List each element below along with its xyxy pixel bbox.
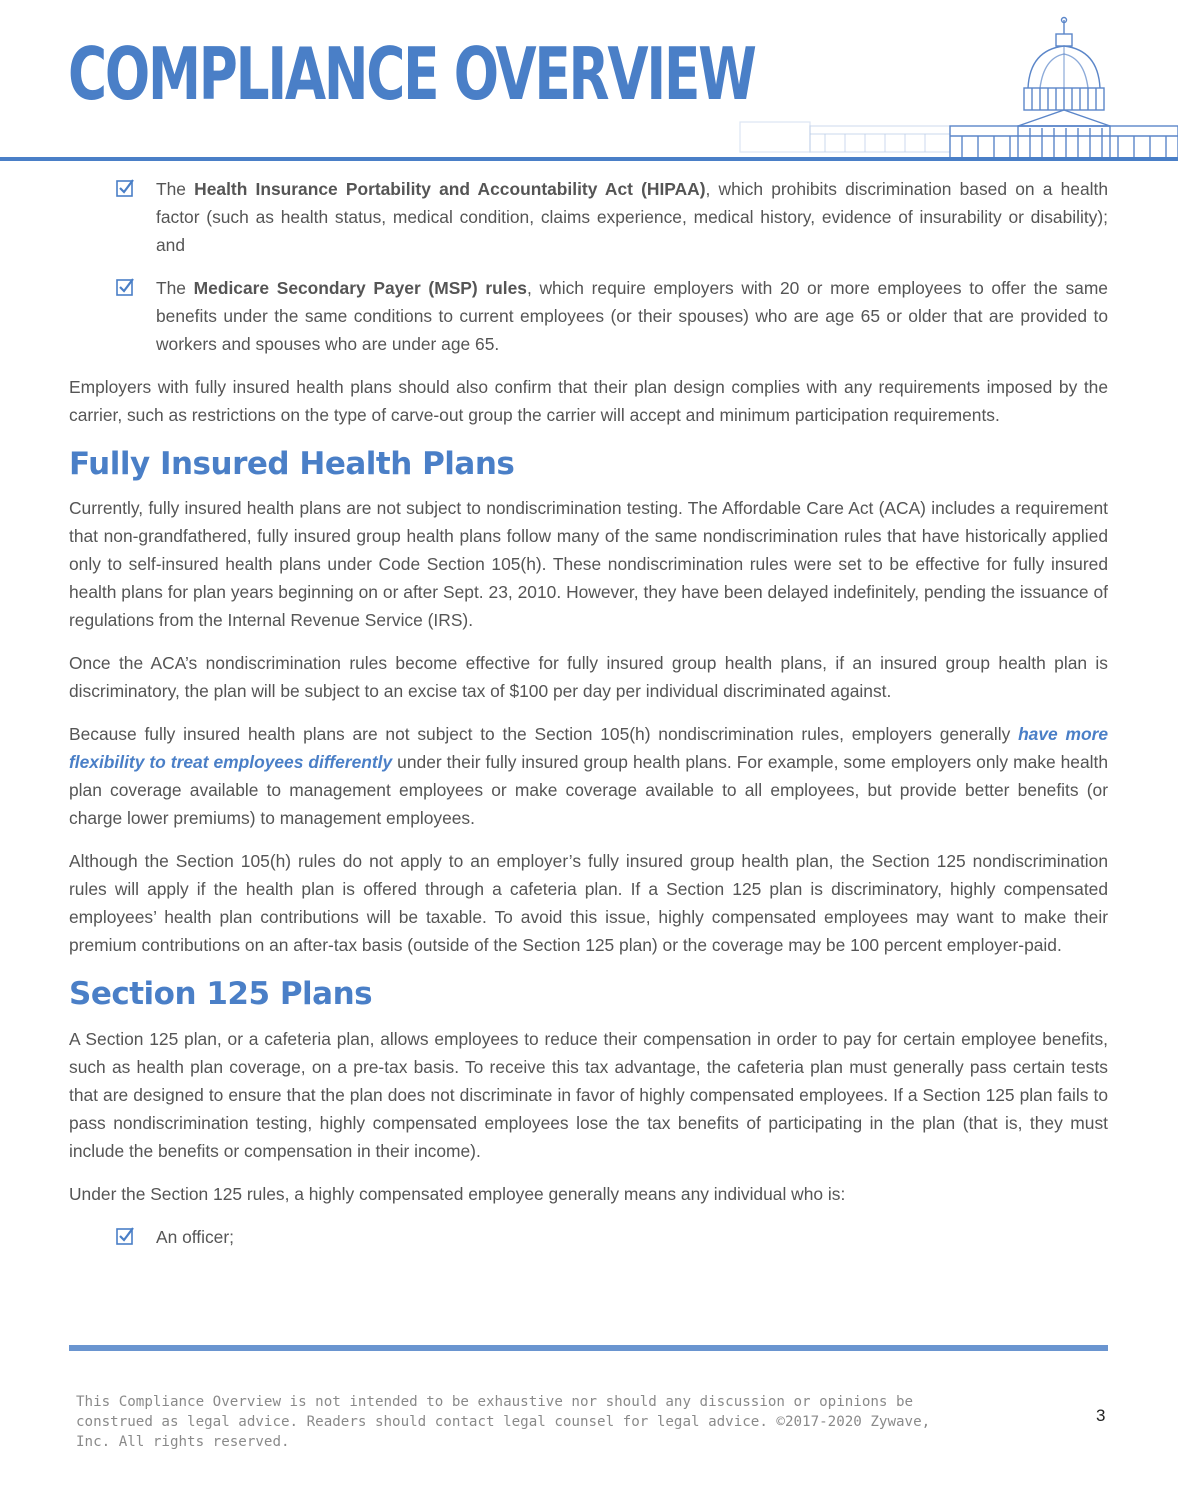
heading-section-125: Section 125 Plans xyxy=(69,976,373,1013)
bullet-text: An officer; xyxy=(156,1226,234,1247)
header-title: COMPLIANCE OVERVIEW xyxy=(68,32,755,116)
bold-term: Health Insurance Portability and Accountability Act (HIPAA) xyxy=(194,179,706,199)
heading-fully-insured: Fully Insured Health Plans xyxy=(69,446,515,482)
paragraph: A Section 125 plan, or a cafeteria plan, allows employees to reduce their compensation in order to pay for certain employee benefits, such as health plan coverage, on a pre-tax basis. To receive this tax advantage, the cafeteria plan must generally pass certain tests that are designed to ensure that the plan does not discriminate in favor of highly compensated employees. If a Section 125 plan fails to pass nondiscrimination testing, highly compensated employees lose the tax benefits of participating in the plan (that is, they must include the benefits or compensation in their income). xyxy=(69,1028,1108,1161)
bold-term: Medicare Secondary Payer (MSP) rules xyxy=(193,278,527,298)
checkbox-checked-icon xyxy=(116,278,134,296)
list-item xyxy=(69,1223,1108,1251)
paragraph: Although the Section 105(h) rules do not apply to an employer’s fully insured group health plan, the Section 125 nondiscrimination rules will apply if the health plan is offered through a cafeteria plan. If a Section 125 plan is discriminatory, highly compensated employees’ health plan contributions will be taxable. To avoid this issue, highly compensated employees may want to make their premium contributions on an after-tax basis (outside of the Section 125 plan) or the coverage may be 100 percent employer-paid. xyxy=(69,851,1108,956)
paragraph: Currently, fully insured health plans are not subject to nondiscrimination testing. The Affordable Care Act (ACA) includes a requirement that non-grandfathered, fully insured group health plans follow many of the same nondiscrimination rules that have historically applied only to self-insured health plans under Code Section 105(h). These nondiscrimination rules were set to be effective for fully insured health plans for plan years beginning on or after Sept. 23, 2010. However, they have been delayed indefinitely, pending the issuance of regulations from the Internal Revenue Service (IRS). xyxy=(69,498,1108,631)
bullet-text: The Medicare Secondary Payer (MSP) rules, which require employers with 20 or more employees to offer the same benefits under the same conditions to current employees (or their spouses) who are age 65 or older that are provided to workers and spouses who are under age 65. xyxy=(156,278,1108,354)
header-divider xyxy=(0,157,1178,161)
paragraph-employers: Employers with fully insured health plans should also confirm that their plan design complies with any requirements imposed by the carrier, such as restrictions on the type of carve-out group the carrier will accept and minimum participation requirements. xyxy=(69,377,1108,425)
footer-divider xyxy=(69,1345,1108,1351)
paragraph: Because fully insured health plans are not subject to the Section 105(h) nondiscrimination rules, employers generally have more flexibility to treat employees differently under their fully insured group health plans. For example, some employers only make health plan coverage available to management employees or make coverage available to all employees, but provide better benefits (or charge lower premiums) to management employees. xyxy=(69,724,1109,829)
list-item xyxy=(69,175,1108,259)
paragraph: Under the Section 125 rules, a highly compensated employee generally means any individual who is: xyxy=(69,1183,846,1204)
bullet-text: The Health Insurance Portability and Accountability Act (HIPAA), which prohibits discrimination based on a health factor (such as health status, medical condition, claims experience, medical history, evidence of insurability or disability); and xyxy=(156,179,1108,255)
paragraph: Once the ACA’s nondiscrimination rules become effective for fully insured group health plans, if an insured group health plan is discriminatory, the plan will be subject to an excise tax of $100 per day per individual discriminated against. xyxy=(69,653,1108,702)
page-number: 3 xyxy=(1096,1406,1106,1425)
list-item xyxy=(69,274,1108,358)
emphasis-text: have more flexibility to treat employees differently xyxy=(69,724,1109,773)
checkbox-checked-icon xyxy=(116,1227,134,1245)
page-content xyxy=(69,175,1108,1266)
footer-disclaimer: This Compliance Overview is not intended to be exhaustive nor should any discussion or opinions be construed as legal advice. Readers should contact legal counsel for legal advice. ©2017-2020 Zywave, Inc. All rights reserved. xyxy=(76,1394,931,1450)
capitol-building-icon xyxy=(700,14,1178,160)
checkbox-checked-icon xyxy=(116,179,134,197)
page-header xyxy=(0,0,1178,165)
